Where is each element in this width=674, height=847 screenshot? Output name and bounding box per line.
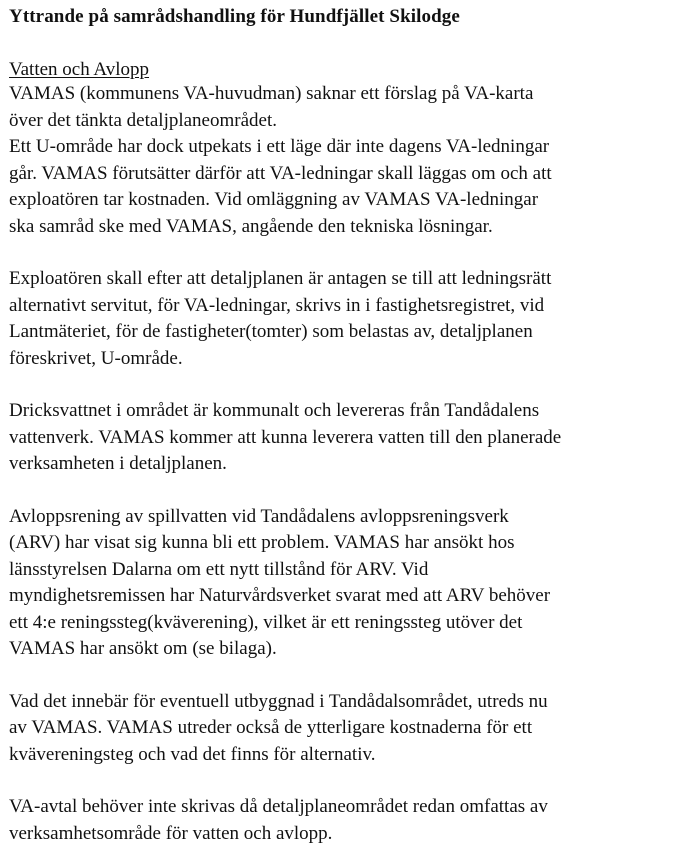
paragraph-line: alternativt servitut, för VA-ledningar, skrivs in i fastighetsregistret, vid [9, 293, 669, 320]
paragraph-spacer [9, 240, 669, 266]
paragraph-line: går. VAMAS förutsätter därför att VA-ledningar skall läggas om och att [9, 161, 669, 188]
paragraph-line: VA-avtal behöver inte skrivas då detaljplaneområdet redan omfattas av [9, 794, 669, 821]
paragraph-line: Dricksvattnet i området är kommunalt och levereras från Tandådalens [9, 398, 669, 425]
paragraph-line: Vad det innebär för eventuell utbyggnad i Tandådalsområdet, utreds nu [9, 689, 669, 716]
paragraph-5 [9, 689, 669, 769]
paragraph-line: (ARV) har visat sig kunna bli ett problem. VAMAS har ansökt hos [9, 530, 669, 557]
paragraph-line: Lantmäteriet, för de fastigheter(tomter) som belastas av, detaljplanen [9, 319, 669, 346]
paragraph-spacer [9, 372, 669, 398]
paragraph-line: VAMAS har ansökt om (se bilaga). [9, 636, 669, 663]
paragraph-spacer [9, 768, 669, 794]
paragraph-line: länsstyrelsen Dalarna om ett nytt tillstånd för ARV. Vid [9, 557, 669, 584]
document-title: Yttrande på samrådshandling för Hundfjället Skilodge [9, 6, 669, 28]
paragraph-line: Ett U-område har dock utpekats i ett läge där inte dagens VA-ledningar [9, 134, 669, 161]
paragraph-line: Avloppsrening av spillvatten vid Tandådalens avloppsreningsverk [9, 504, 669, 531]
paragraph-line: Exploatören skall efter att detaljplanen är antagen se till att ledningsrätt [9, 266, 669, 293]
paragraph-line: verksamhetsområde för vatten och avlopp. [9, 821, 669, 847]
paragraph-line: ett 4:e reningssteg(kväverening), vilket är ett reningssteg utöver det [9, 610, 669, 637]
paragraph-line: exploatören tar kostnaden. Vid omläggning av VAMAS VA-ledningar [9, 187, 669, 214]
paragraph-2 [9, 266, 669, 372]
paragraph-line: verksamheten i detaljplanen. [9, 451, 669, 478]
paragraph-spacer [9, 478, 669, 504]
paragraph-line: VAMAS (kommunens VA-huvudman) saknar ett förslag på VA-karta [9, 81, 669, 108]
paragraph-line: ska samråd ske med VAMAS, angående den tekniska lösningar. [9, 214, 669, 241]
paragraph-line: av VAMAS. VAMAS utreder också de ytterligare kostnaderna för ett [9, 715, 669, 742]
document-page [9, 6, 669, 847]
paragraph-spacer [9, 663, 669, 689]
paragraph-line: vattenverk. VAMAS kommer att kunna leverera vatten till den planerade [9, 425, 669, 452]
paragraph-line: myndighetsremissen har Naturvårdsverket svarat med att ARV behöver [9, 583, 669, 610]
paragraph-line: över det tänkta detaljplaneområdet. [9, 108, 669, 135]
paragraph-line: föreskrivet, U-område. [9, 346, 669, 373]
paragraph-1 [9, 81, 669, 240]
paragraph-3 [9, 398, 669, 478]
paragraph-6 [9, 794, 669, 847]
section-heading: Vatten och Avlopp [9, 59, 669, 81]
paragraph-4 [9, 504, 669, 663]
paragraph-line: kvävereningsteg och vad det finns för alternativ. [9, 742, 669, 769]
